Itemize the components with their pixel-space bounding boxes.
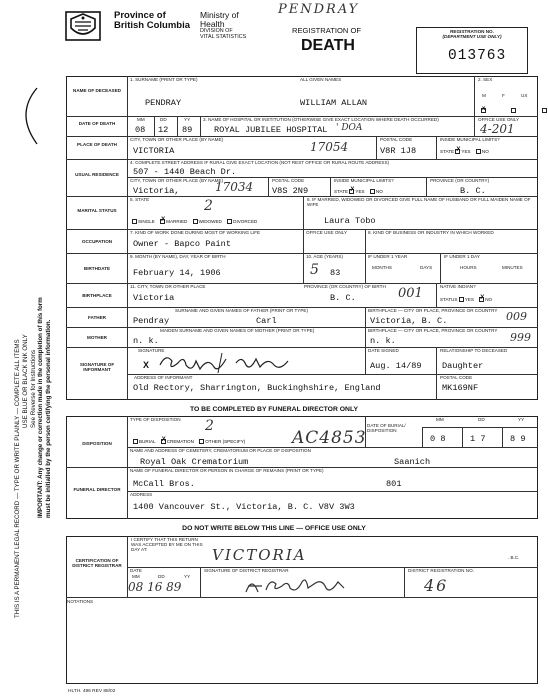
funeral-director-address: 1400 Vancouver St., Victoria, B. C. V8V 3W3 <box>133 502 355 512</box>
section-birthdate: BIRTHDATE <box>83 266 111 271</box>
ministry-line3: DIVISION OF <box>200 28 233 35</box>
age-label: 10. AGE (YEARS) <box>306 254 344 259</box>
section-name-of-deceased: NAME OF DECEASED <box>73 88 121 93</box>
section-birthplace: BIRTHPLACE <box>82 293 112 298</box>
office-use-heading: DO NOT WRITE BELOW THIS LINE — OFFICE USE ONLY <box>182 525 366 532</box>
office-use-value: 4-201 <box>480 122 515 136</box>
death-dd: 12 <box>158 125 169 135</box>
ministry-line1: Ministry of <box>200 10 239 20</box>
pod-yes-checkbox[interactable] <box>455 149 460 154</box>
death-yy: 89 <box>182 125 193 135</box>
spouse-label: 6. IF MARRIED, WIDOWED OR DIVORCED GIVE FULL NAME OF HUSBAND OR FULL MAIDEN NAME OF WIFE <box>307 197 531 207</box>
side-line1: THIS IS A PERMANENT LEGAL RECORD — TYPE OR WRITE PLAINLY — COMPLETE ALL ITEMS <box>14 339 21 618</box>
disposition-type-num: 2 <box>205 418 214 434</box>
res-inside-label: INSIDE MUNICIPAL LIMITS? <box>334 178 394 183</box>
section-marital-status: MARITAL STATUS <box>77 208 117 213</box>
reg-no-label: REGISTRATION NO. (DEPARTMENT USE ONLY) <box>442 29 502 40</box>
registration-of-label: REGISTRATION OF <box>292 26 362 35</box>
bc-suffix: . B.C. <box>508 555 520 560</box>
marital-options: SINGLE X MARRIED WIDOWED DIVORCED <box>132 219 257 224</box>
res-province-label: PROVINCE (OR COUNTRY) <box>430 178 490 183</box>
occupation-office-label: OFFICE USE ONLY <box>306 230 348 235</box>
mother-birthplace-label: BIRTHPLACE — CITY OR PLACE, PROVINCE OR COUNTRY <box>368 328 498 333</box>
death-yy-label: YY <box>184 117 191 122</box>
marital-state-label: 5. STATE <box>130 197 150 202</box>
section-certification-registrar: CERTIFICATION OF DISTRICT REGISTRAR <box>72 558 122 569</box>
section-usual-residence: USUAL RESIDENCE <box>75 172 119 177</box>
native-no-checkbox[interactable] <box>479 297 484 302</box>
side-line5: must be initialled by the person certifying the personal information. <box>45 319 52 518</box>
office-use-label: OFFICE USE ONLY <box>478 117 520 122</box>
marital-single-checkbox[interactable] <box>132 219 137 224</box>
sex-ux: UX <box>521 93 528 98</box>
cremation-checkbox[interactable] <box>161 439 166 444</box>
notations-label: NOTATIONS <box>67 599 94 604</box>
father-birthplace: Victoria, B. C. <box>370 316 448 326</box>
section-signature-of-informant: SIGNATURE OF INFORMANT <box>79 362 115 373</box>
pod-inside-label: INSIDE MUNICIPAL LIMITS? <box>440 137 500 142</box>
other-checkbox[interactable] <box>199 439 204 444</box>
section-father: FATHER <box>87 315 107 320</box>
death-mm-label: MM <box>137 117 145 122</box>
district-registration-number: 46 <box>424 576 449 595</box>
birthdate-value: February 14, 1906 <box>133 268 221 278</box>
res-postal-label: POSTAL CODE <box>272 178 305 183</box>
father-birthplace-code: 009 <box>506 310 527 323</box>
ministry-line2: Health <box>200 19 225 30</box>
industry-label: 8. KIND OF BUSINESS OR INDUSTRY IN WHICH WORKED <box>368 230 494 235</box>
under-1-day-label: IF UNDER 1 DAY <box>444 254 480 259</box>
birthplace-province: B. C. <box>330 293 356 303</box>
bc-crest-logo <box>64 10 102 42</box>
marital-divorced-checkbox[interactable] <box>227 219 232 224</box>
pod-postal-label: POSTAL CODE <box>380 137 413 142</box>
section-mother: MOTHER <box>87 335 107 340</box>
certify-label: I CERTIFY THAT THIS RETURN WAS ACCEPTED BY ME ON THIS DAY AT: <box>131 537 203 552</box>
birthplace-label: 11. CITY, TOWN OR OTHER PLACE <box>130 284 206 289</box>
disposition-date-label: DATE OF BURIAL/ DISPOSITION <box>367 423 406 433</box>
mother-birthplace-code: 999 <box>510 331 531 344</box>
burial-checkbox[interactable] <box>133 439 138 444</box>
side-line4: IMPORTANT: Any change or correction made in the completion of this form <box>37 297 45 518</box>
age-num: 5 <box>310 262 319 278</box>
acceptance-place: VICTORIA <box>212 546 307 564</box>
relationship-value: Daughter <box>442 361 484 371</box>
under-1-year-label: IF UNDER 1 YEAR <box>368 254 408 259</box>
minutes-label: MINUTES <box>502 265 523 270</box>
res-yes-checkbox[interactable] <box>349 189 354 194</box>
work-label: 7. KIND OF WORK DONE DURING MOST OF WORKING LIFE <box>130 230 261 235</box>
province-line1: Province of <box>114 10 166 21</box>
disp-yy-label: YY <box>518 417 525 422</box>
date-signed-label: DATE SIGNED <box>368 348 399 353</box>
side-bracket <box>11 86 41 146</box>
province-line2: British Columbia <box>114 20 191 32</box>
cemetery-name: Royal Oak Crematorium <box>140 457 249 467</box>
informant-postal: MK169NF <box>442 383 479 393</box>
pod-city-label: CITY, TOWN OR OTHER PLACE (BY NAME) <box>130 137 224 142</box>
native-yes-checkbox[interactable] <box>459 297 464 302</box>
informant-address: Old Rectory, Sharrington, Buckinghshire, England <box>133 383 381 393</box>
date-signed: Aug. 14/89 <box>370 361 422 371</box>
res-city-label: CITY, TOWN OR OTHER PLACE (BY NAME) <box>130 178 224 183</box>
side-instructions <box>14 158 53 618</box>
pod-no-checkbox[interactable] <box>476 149 481 154</box>
side-line3: See Reverse for Instructions <box>29 349 37 428</box>
funeral-director-heading: TO BE COMPLETED BY FUNERAL DIRECTOR ONLY <box>189 406 359 413</box>
funeral-director-address-label: ADDRESS <box>130 492 153 497</box>
sex-m: M <box>482 93 486 98</box>
sex-ux-checkbox[interactable] <box>542 108 547 113</box>
cemetery-label: NAME AND ADDRESS OF CEMETERY, CREMATORIUM OR PLACE OF DISPOSITION <box>130 448 311 453</box>
funeral-director-name: McCall Bros. <box>133 479 195 489</box>
relationship-label: RELATIONSHIP TO DECEASED <box>440 348 508 353</box>
handwritten-surname: PENDRAY <box>278 2 360 17</box>
funeral-director-code: 801 <box>386 479 402 489</box>
hospital-value: ROYAL JUBILEE HOSPITAL <box>214 125 328 135</box>
registrar-signature <box>238 574 358 596</box>
disposition-options: BURIAL X CREMATION OTHER (SPECIFY) <box>133 439 245 444</box>
ministry-title <box>200 11 246 41</box>
disp-dd: 1 7 <box>470 434 486 444</box>
cert-dd-label: DD <box>158 574 165 579</box>
father-surname: Pendray <box>133 316 170 326</box>
res-city-code: 17034 <box>215 180 254 194</box>
sex-f: F <box>502 93 505 98</box>
spouse-value: Laura Tobo <box>324 216 376 226</box>
section-place-of-death: PLACE OF DEATH <box>77 142 117 147</box>
cert-date-label: DATE <box>130 568 142 573</box>
ministry-line4: VITAL STATISTICS <box>200 34 247 41</box>
hospital-note: ' DOA <box>336 123 363 133</box>
res-inside-options: STATE X YES NO <box>334 189 383 194</box>
sex-label: 2. SEX <box>478 77 493 82</box>
disposition-permit: AC4853 <box>292 428 367 448</box>
age-value: 83 <box>330 268 341 278</box>
section-date-of-death: DATE OF DEATH <box>78 121 116 126</box>
section-label-divider <box>127 76 128 400</box>
given-names-value: WILLIAM ALLAN <box>300 98 368 108</box>
section-occupation: OCCUPATION <box>81 239 113 244</box>
disp-mm-label: MM <box>436 417 444 422</box>
death-dd-label: DD <box>160 117 167 122</box>
res-address: 507 - 1440 Beach Dr. <box>133 167 237 177</box>
sex-f-checkbox[interactable] <box>511 108 516 113</box>
sex-m-checkbox[interactable] <box>481 108 486 113</box>
disp-mm: 0 8 <box>430 434 446 444</box>
death-title: DEATH <box>301 37 355 54</box>
marital-state-num: 2 <box>204 198 213 214</box>
res-no-checkbox[interactable] <box>370 189 375 194</box>
informant-x-mark: X <box>143 360 150 370</box>
surname-value: PENDRAY <box>145 98 182 108</box>
pod-postal: V8R 1J8 <box>380 146 417 156</box>
birthdate-label: 9. MONTH (BY NAME), DAY, YEAR OF BIRTH <box>130 254 226 259</box>
pod-city: VICTORIA <box>133 146 175 156</box>
father-given: Carl <box>256 316 277 326</box>
mother-name: n. k. <box>133 336 159 346</box>
death-mm: 08 <box>135 125 146 135</box>
pod-inside-options: STATE X YES NO <box>440 149 489 154</box>
native-status-options: STATUS YES X NO <box>440 297 492 302</box>
registrar-signature-label: SIGNATURE OF DISTRICT REGISTRAR <box>204 568 289 573</box>
father-label: SURNAME AND GIVEN NAMES OF FATHER (PRINT OR TYPE) <box>175 308 308 313</box>
registration-number: 013763 <box>448 48 507 64</box>
pod-city-code: 17054 <box>310 140 349 154</box>
funeral-director-label: NAME OF FUNERAL DIRECTOR OR PERSON IN CHARGE OF REMAINS (PRINT OR TYPE) <box>130 468 324 473</box>
days-label: DAYS <box>420 265 433 270</box>
side-line2: USE BLUE OR BLACK INK ONLY <box>21 334 29 428</box>
cert-mm-label: MM <box>132 574 140 579</box>
disposition-type-label: TYPE OF DISPOSITION <box>130 417 181 422</box>
section-disposition: DISPOSITION <box>82 441 112 446</box>
marital-widowed-checkbox[interactable] <box>193 219 198 224</box>
surname-label: 1. SURNAME (PRINT OR TYPE) <box>130 77 198 82</box>
disp-yy: 8 9 <box>510 434 526 444</box>
res-postal: V8S 2N9 <box>272 186 309 196</box>
work-value: Owner - Bapco Paint <box>133 239 231 249</box>
informant-address-label: ADDRESS OF INFORMANT <box>134 375 193 380</box>
section-funeral-director: FUNERAL DIRECTOR <box>73 487 121 492</box>
birthplace-city: Victoria <box>133 293 175 303</box>
given-names-label: ALL GIVEN NAMES <box>300 77 342 82</box>
father-birthplace-label: BIRTHPLACE — CITY OR PLACE, PROVINCE OR COUNTRY <box>368 308 498 313</box>
informant-signature-label: SIGNATURE <box>138 348 165 353</box>
birthplace-code: 001 <box>398 286 423 301</box>
mother-label: MAIDEN SURNAME AND GIVEN NAMES OF MOTHER (PRINT OR TYPE) <box>160 328 315 333</box>
res-province: B. C. <box>460 186 486 196</box>
res-city: Victoria, <box>133 186 180 196</box>
disp-dd-label: DD <box>478 417 485 422</box>
hospital-label: 3. NAME OF HOSPITAL OR INSTITUTION (OTHERWISE GIVE EXACT LOCATION WHERE DEATH OCCURRED) <box>203 117 439 122</box>
mother-birthplace: n. k. <box>370 336 396 346</box>
district-registration-label: DISTRICT REGISTRATION NO. <box>408 568 474 573</box>
cert-date: 08 16 89 <box>128 580 182 594</box>
hours-label: HOURS <box>460 265 477 270</box>
form-number: HLTH. 496 REV 88/02 <box>68 689 116 694</box>
informant-signature <box>156 351 306 375</box>
native-indian-label: NATIVE INDIAN? <box>440 284 476 289</box>
months-label: MONTHS <box>372 265 392 270</box>
birthplace-province-label: PROVINCE (OR COUNTRY) OF BIRTH <box>304 284 386 289</box>
province-title <box>114 11 190 32</box>
cert-yy-label: YY <box>184 574 191 579</box>
informant-postal-label: POSTAL CODE <box>440 375 473 380</box>
marital-married-checkbox[interactable] <box>160 219 165 224</box>
cemetery-location: Saanich <box>394 457 431 467</box>
res-address-label: 4. COMPLETE STREET ADDRESS IF RURAL GIVE EXACT LOCATION (NOT REST OFFICE OR RURAL ROUTE ADDRESS) <box>130 160 390 165</box>
